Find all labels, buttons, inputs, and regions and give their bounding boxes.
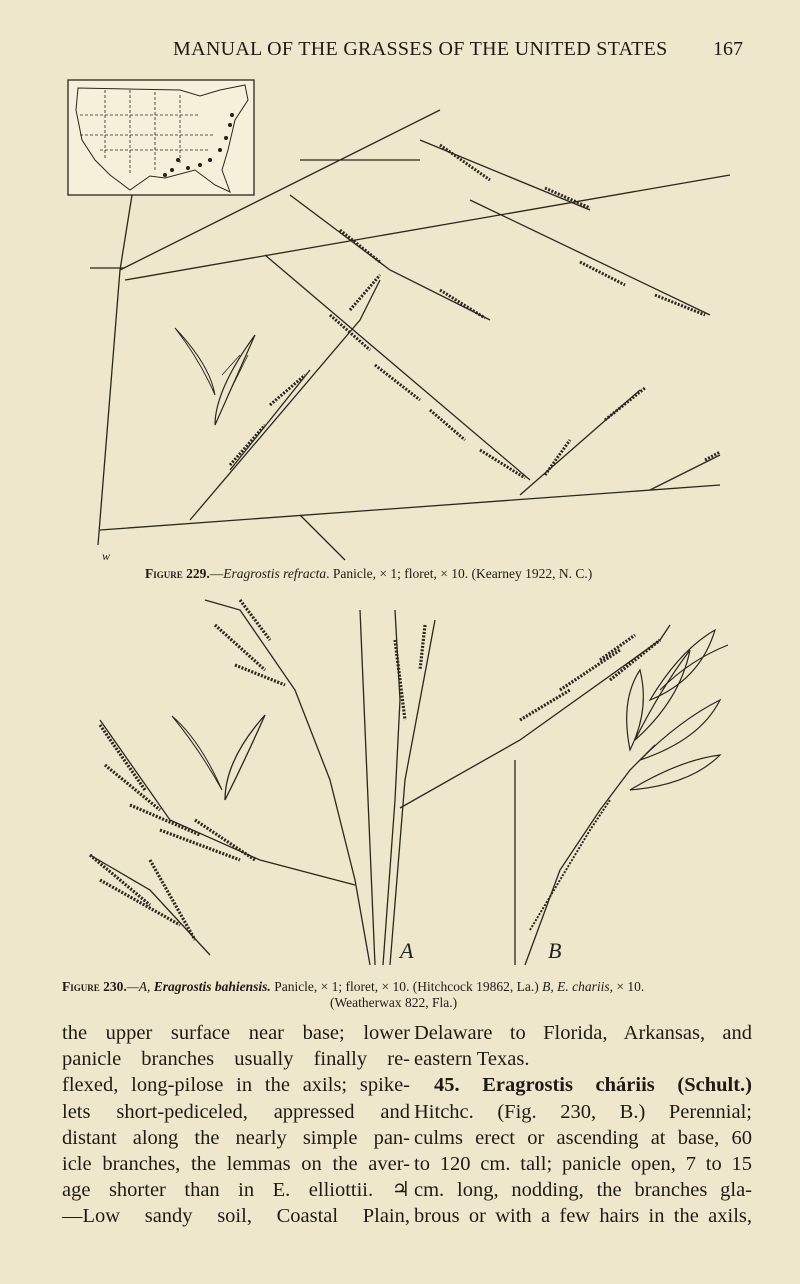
text-line: Delaware to Florida, Arkansas, and [414, 1022, 752, 1044]
text-line: —Low sandy soil, Coastal Plain, [62, 1205, 410, 1228]
figure-229-caption: Figure 229.—Eragrostis refracta. Panicle, × 1; floret, × 10. (Kearney 1922, N. C.) [145, 566, 593, 581]
distribution-map [68, 80, 254, 195]
page-header [0, 38, 800, 66]
species-heading-line: 45. Eragrostis cháriis (Schult.) [434, 1074, 752, 1097]
text-line: flexed, long-pilose in the axils; spike- [62, 1074, 410, 1097]
text-line: the upper surface near base; lower [62, 1022, 410, 1044]
figure-230-caption-line1: Figure 230.—A, Eragrostis bahiensis. Panicle, × 1; floret, × 10. (Hitchcock 19862, La.) B, E. chariis, × 10. [62, 979, 645, 994]
text-line: lets short-pediceled, appressed and [62, 1100, 410, 1123]
figure-230-letter-a: A [400, 938, 414, 963]
running-title: MANUAL OF THE GRASSES OF THE UNITED STATES [173, 38, 668, 60]
page-number: 167 [713, 38, 743, 60]
text-line: cm. long, nodding, the branches gla- [414, 1179, 752, 1202]
text-line: icle branches, the lemmas on the aver- [62, 1153, 410, 1176]
figure-230-illustration [0, 595, 800, 975]
text-line: to 120 cm. tall; panicle open, 7 to 15 [414, 1153, 752, 1176]
figure-230-caption-line2: (Weatherwax 822, Fla.) [330, 995, 458, 1010]
text-line: brous or with a few hairs in the axils, [414, 1205, 752, 1228]
text-line: eastern Texas. [414, 1048, 530, 1071]
body-text-right-column [414, 1020, 752, 1230]
figure-230-letter-b: B [548, 938, 562, 963]
figure-229-letter: w [102, 549, 111, 563]
figure-229-illustration [0, 75, 800, 565]
text-line: age shorter than in E. elliottii. ♃ [62, 1179, 410, 1202]
text-line: Hitchc. (Fig. 230, B.) Perennial; [414, 1100, 752, 1123]
text-line: panicle branches usually finally re- [62, 1048, 410, 1071]
text-line: culms erect or ascending at base, 60 [414, 1126, 752, 1149]
text-line: distant along the nearly simple pan- [62, 1126, 410, 1149]
body-text-left-column [62, 1020, 410, 1230]
